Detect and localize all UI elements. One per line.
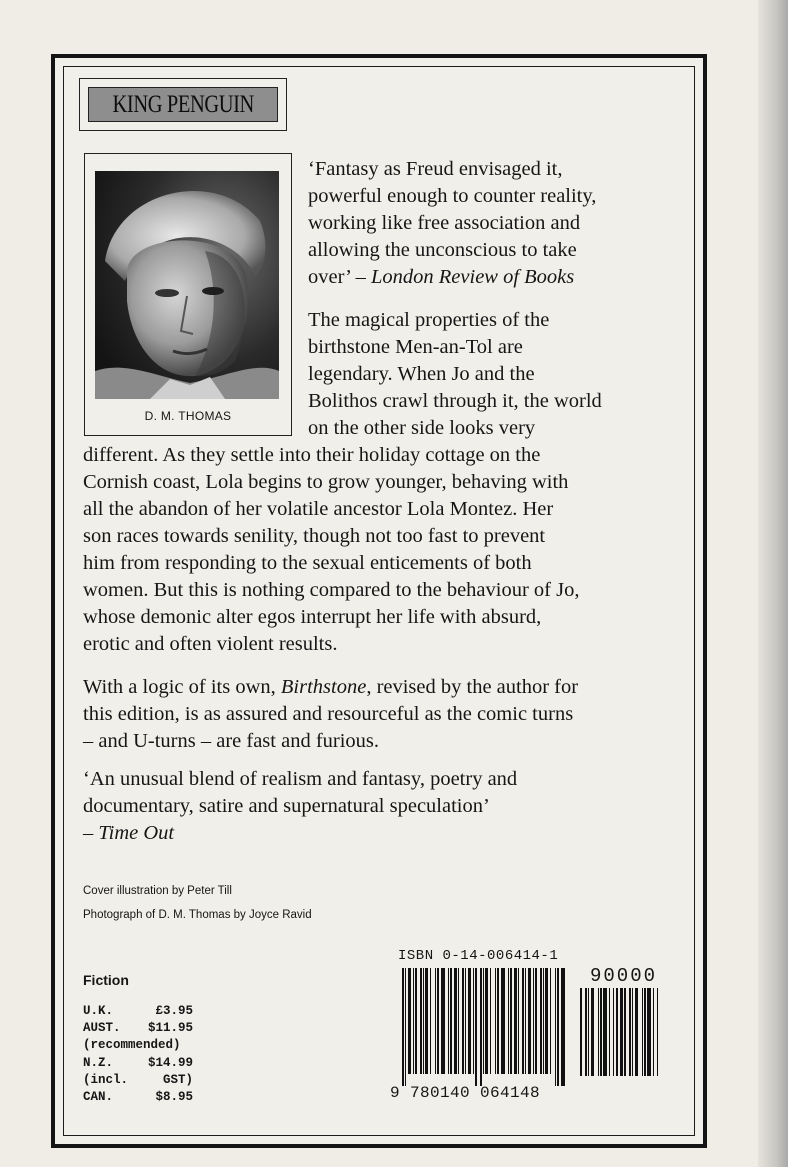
quote-line: allowing the unconscious to take (308, 239, 577, 261)
isbn-number: ISBN 0-14-006414-1 (398, 948, 559, 964)
page-edge (758, 0, 788, 1167)
description-line: all the abandon of her volatile ancestor Lola Montez. Her (83, 498, 554, 520)
publisher-logo (79, 78, 287, 131)
quote-line: ‘An unusual blend of realism and fantasy, poetry and (83, 768, 518, 790)
review-quote-time-out (83, 766, 517, 847)
quote-line: powerful enough to counter reality, (308, 185, 597, 207)
author-photo (95, 171, 279, 399)
author-photo-caption: D. M. THOMAS (144, 409, 232, 423)
description-line: erotic and often violent results. (83, 633, 338, 655)
price-row: CAN. $8.95 (83, 1090, 193, 1105)
description-line: The magical properties of the (308, 309, 550, 331)
description-lower (83, 442, 579, 658)
description-line: women. But this is nothing compared to the behaviour of Jo, (83, 579, 580, 601)
quote-line: working like free association and (308, 212, 581, 234)
description-line: birthstone Men-an-Tol are (308, 336, 523, 358)
description-line: son races towards senility, though not too fast to prevent (83, 525, 546, 547)
price-row: (incl. GST) (83, 1072, 193, 1087)
description-line: Bolithos crawl through it, the world (308, 390, 602, 412)
description-line: different. As they settle into their holiday cottage on the (83, 444, 541, 466)
description-upper (308, 307, 602, 442)
logic-text: , revised by the author for (366, 676, 579, 698)
logic-paragraph (83, 674, 578, 755)
addon-barcode-bars (580, 988, 666, 1076)
price-row: (recommended) (83, 1038, 181, 1053)
barcode (390, 948, 680, 1108)
quote-line: over’ – (308, 266, 371, 288)
quote-line: documentary, satire and supernatural speculation’ (83, 795, 490, 817)
logic-line: this edition, is as assured and resourceful as the comic turns (83, 703, 574, 725)
quote-line: ‘Fantasy as Freud envisaged it, (308, 158, 563, 180)
price-code: 90000 (590, 965, 658, 987)
description-line: legendary. When Jo and the (308, 363, 535, 385)
price-row: N.Z. $14.99 (83, 1055, 193, 1070)
review-quote-london-review (308, 156, 596, 291)
logo-text: KING PENGUIN (112, 90, 254, 118)
cover-credit: Cover illustration by Peter Till (83, 885, 232, 897)
photo-credit: Photograph of D. M. Thomas by Joyce Ravid (83, 909, 312, 921)
author-photo-frame (84, 153, 292, 436)
logic-text: With a logic of its own, (83, 676, 281, 698)
ean-barcode-bars (402, 968, 570, 1086)
description-line: whose demonic alter egos interrupt her life with absurd, (83, 606, 542, 628)
logic-line: – and U-turns – are fast and furious. (83, 730, 380, 752)
description-line: on the other side looks very (308, 417, 536, 439)
price-list (83, 1003, 193, 1106)
description-line: Cornish coast, Lola begins to grow younger, behaving with (83, 471, 569, 493)
quote-source: Time Out (98, 822, 175, 844)
category-label: Fiction (83, 972, 129, 988)
price-row: AUST. $11.95 (83, 1021, 193, 1036)
description-line: him from responding to the sexual enticements of both (83, 552, 532, 574)
book-title: Birthstone (280, 676, 367, 698)
quote-source: London Review of Books (371, 266, 575, 288)
price-row: U.K. £3.95 (83, 1004, 193, 1018)
ean-digits: 9 780140 064148 (390, 1084, 541, 1102)
quote-dash: – (83, 822, 99, 844)
